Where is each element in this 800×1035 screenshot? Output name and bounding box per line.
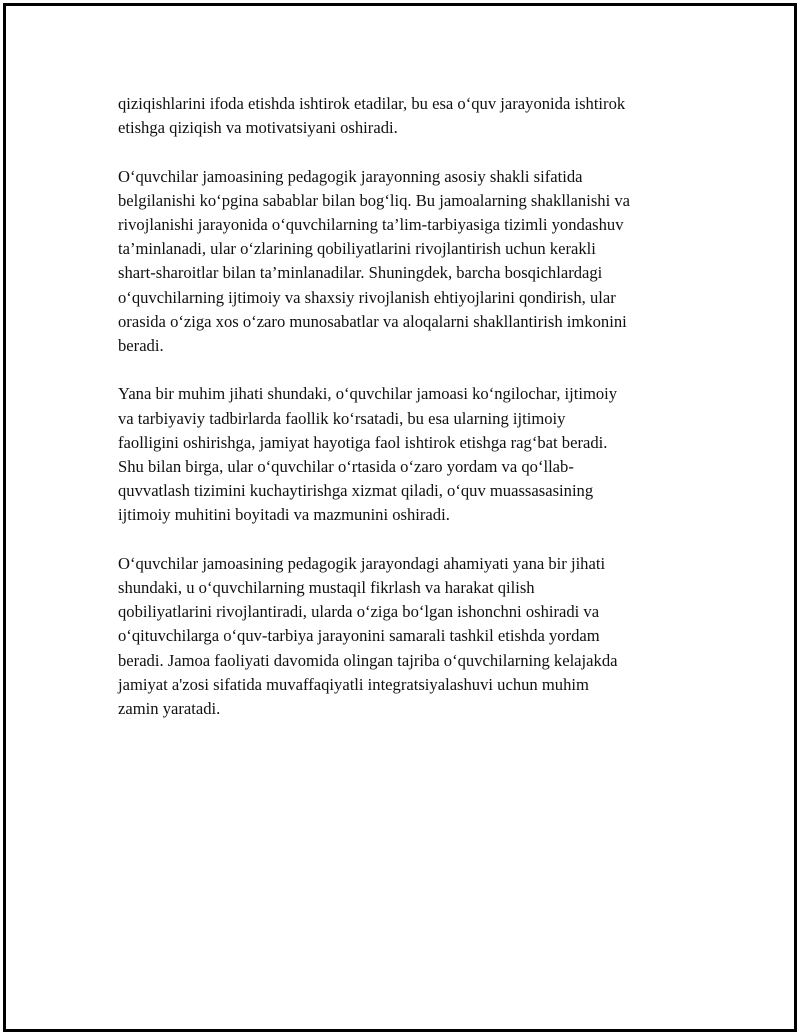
paragraph: O‘quvchilar jamoasining pedagogik jarayonning asosiy shakli sifatida belgilanishi ko‘pgina sabablar bilan bog‘liq. Bu jamoalarning shakllanishi va rivojlanishi jarayonida o‘quvchilarning ta’lim-tarbiyasiga tizimli yondashuv ta’minlanadi, ular o‘zlarining qobiliyatlarini rivojlantirish uchun kerakli shart-sharoitlar bilan ta’minlanadilar. Shuningdek, barcha bosqichlardagi o‘quvchilarning ijtimoiy va shaxsiy rivojlanish ehtiyojlarini qondirish, ular orasida o‘ziga xos o‘zaro munosabatlar va aloqalarni shakllantirish imkonini beradi. <box>118 166 630 356</box>
document-body <box>118 92 698 745</box>
paragraph: Yana bir muhim jihati shundaki, o‘quvchilar jamoasi ko‘ngilochar, ijtimoiy va tarbiyaviy tadbirlarda faollik ko‘rsatadi, bu esa ularning ijtimoiy faolligini oshirishga, jamiyat hayotiga faol ishtirok etishga rag‘bat beradi. Shu bilan birga, ular o‘quvchilar o‘rtasida o‘zaro yordam va qo‘llab- quvvatlash tizimini kuchaytirishga xizmat qiladi, o‘quv muassasasining ijtimoiy muhitini boyitadi va mazmunini oshiradi. <box>118 384 618 525</box>
paragraph: qiziqishlarini ifoda etishda ishtirok etadilar, bu esa o‘quv jarayonida ishtirok etishga qiziqish va motivatsiyani oshiradi. <box>118 94 626 138</box>
paragraph: O‘quvchilar jamoasining pedagogik jarayondagi ahamiyati yana bir jihati shundaki, u o‘quvchilarning mustaqil fikrlash va harakat qilish qobiliyatlarini rivojlantiradi, ularda o‘ziga bo‘lgan ishonchni oshiradi va o‘qituvchilarga o‘quv-tarbiya jarayonini samarali tashkil etishda yordam beradi. Jamoa faoliyati davomida olingan tajriba o‘quvchilarning kelajakda jamiyat a'zosi sifatida muvaffaqiyatli integratsiyalashuvi uchun muhim zamin yaratadi. <box>118 553 618 719</box>
